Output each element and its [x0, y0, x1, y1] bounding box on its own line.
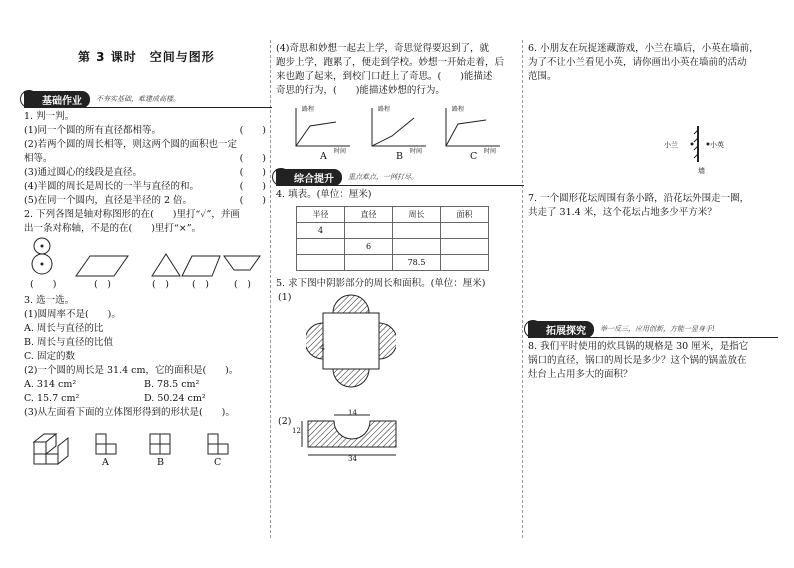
- option-c[interactable]: C. 15.7 cm²: [24, 393, 80, 404]
- option-c[interactable]: C. 固定的数: [24, 351, 75, 362]
- answer-paren[interactable]: ( ): [239, 167, 266, 178]
- option-a[interactable]: A: [102, 457, 109, 468]
- option-c[interactable]: C: [470, 151, 478, 162]
- banner-label: 基础作业: [24, 91, 90, 108]
- banner-advanced: [276, 168, 524, 186]
- column-2: (4)奇思和妙想一起去上学，奇思觉得要迟到了，就 跑步上学，跑累了，便走到学校。妙想一开始走着，后 来也跑了起来，到校门口赶上了奇思。( )能描述 奇思的行为，( )能描述妙想的行为。 路程 时间 路程 时间 路程 时间 A B C 综合提升 重点难点，一网打尽。 4. 填表。(单位：厘米) 半径 直径 周长 面积 4 6 78.5 5. 求下图中阴影部分的周长和面积。(单位：厘米) (1) 4 (2) 14 12 34: [276, 42, 524, 479]
- banner-subtitle: 重点难点，一网打尽。: [348, 173, 418, 181]
- banner-label: 综合提升: [276, 169, 342, 186]
- answer-paren[interactable]: ( ): [239, 153, 266, 164]
- column-3: 6. 小朋友在玩捉迷藏游戏，小兰在墙后，小英在墙前， 为了不让小兰看见小英，请你画出小英在墙前的活动 范围。 小兰 小英 墙 7. 一个圆形花坛周围有条小路，沿花坛外围走一圈， 共走了 31.4 米，这个花坛占地多少平方米？ 拓展探究 举一反三，应用创新，方能一显身手! 8. 我们平时使用的炊具锅的规格是 30 厘米，是指它 锅口的直径，锅口的周长是多少？这个锅的锅盖放在 灶台上占用多大的面积？: [528, 42, 778, 382]
- cube-views: [24, 420, 272, 470]
- q1-item: (1)同一个圆的所有直径都相等。 ( ): [24, 125, 266, 136]
- option-a[interactable]: A. 314 cm²: [24, 379, 77, 390]
- motion-graphs: 路程 时间 路程 时间 路程 时间 A B C: [276, 98, 524, 164]
- q2-line: 出一条对称轴，不是的在( )里打“×”。: [24, 223, 202, 234]
- table-row: 6: [297, 239, 489, 255]
- symmetry-shapes: [24, 236, 272, 280]
- answer-paren[interactable]: ( ): [192, 279, 209, 290]
- option-b[interactable]: B. 78.5 cm²: [144, 379, 200, 390]
- option-b[interactable]: B: [157, 457, 164, 468]
- banner-subtitle: 不夯实基础，难建成高楼。: [96, 95, 180, 103]
- circle-table: 半径 直径 周长 面积 4 6 78.5: [296, 206, 489, 271]
- answer-paren[interactable]: ( ): [239, 181, 266, 192]
- q5-head: 5. 求下图中阴影部分的周长和面积。(单位：厘米): [276, 278, 486, 289]
- hide-seek-figure: 小兰 小英 墙: [528, 84, 778, 184]
- q1-item: (3)通过圆心的线段是直径。 ( ): [24, 167, 266, 178]
- column-1: [24, 86, 272, 470]
- table-row: 4: [297, 223, 489, 239]
- option-a[interactable]: A. 周长与直径的比: [24, 323, 104, 334]
- page-title: 第 3 课时 空间与图形: [78, 50, 215, 64]
- q3-sub3: (3)从左面看下面的立体图形得到的形状是( )。: [24, 407, 235, 418]
- figure-2: (2) 14 12 34: [276, 409, 524, 479]
- option-b[interactable]: B. 周长与直径的比值: [24, 337, 114, 348]
- q1-item: (4)半圆的周长是周长的一半与直径的和。 ( ): [24, 181, 266, 192]
- q1-item: 相等。 ( ): [24, 153, 266, 164]
- option-a[interactable]: A: [320, 151, 327, 162]
- banner-label: 拓展探究: [528, 321, 594, 338]
- q3-views: [24, 420, 272, 470]
- q3-sub1: (1)圆周率不是( )。: [24, 309, 121, 320]
- option-c[interactable]: C: [214, 457, 222, 468]
- option-b[interactable]: B: [396, 151, 403, 162]
- shaded-figure-1: [306, 293, 396, 389]
- answer-paren[interactable]: ( ): [239, 125, 266, 136]
- banner-extension: [528, 320, 778, 338]
- option-d[interactable]: D. 50.24 cm²: [144, 393, 206, 404]
- q3-head: 3. 选一选。: [24, 295, 75, 306]
- q3-sub2: (2)一个圆的周长是 31.4 cm，它的面积是( )。: [24, 365, 239, 376]
- answer-paren[interactable]: ( ): [234, 279, 251, 290]
- answer-paren[interactable]: ( ): [239, 195, 266, 206]
- q1-item: (5)在同一个圆内，直径是半径的 2 倍。 ( ): [24, 195, 266, 206]
- figure-1: (1) 4: [276, 291, 524, 409]
- q2-shapes: [24, 236, 272, 294]
- answer-paren[interactable]: ( ): [152, 279, 169, 290]
- q2-line: 2. 下列各图是轴对称图形的在( )里打“✓”，并画: [24, 209, 240, 220]
- banner-subtitle: 举一反三，应用创新，方能一显身手!: [600, 325, 715, 333]
- q4-head: 4. 填表。(单位：厘米): [276, 189, 372, 200]
- q1-item: (2)若两个圆的周长相等，则这两个圆的面积也一定: [24, 139, 237, 150]
- banner-basic: [24, 90, 272, 108]
- q1-head: 1. 判一判。: [24, 111, 75, 122]
- answer-paren[interactable]: ( ): [94, 279, 111, 290]
- table-row: 78.5: [297, 255, 489, 271]
- answer-paren[interactable]: ( ): [30, 279, 57, 290]
